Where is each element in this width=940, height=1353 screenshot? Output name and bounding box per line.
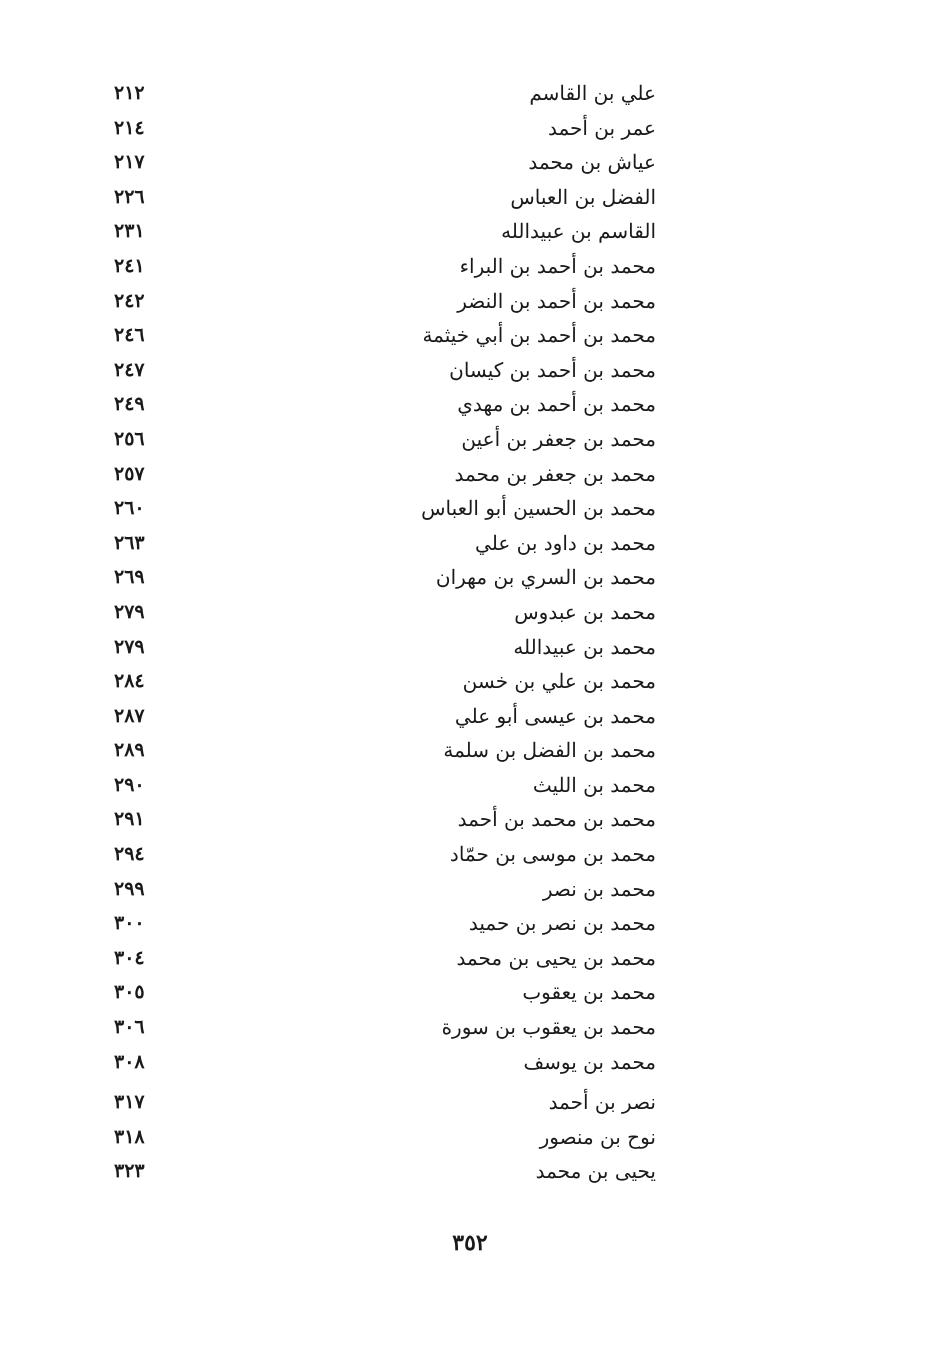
entry-page-number: ٢١٢ — [114, 82, 145, 104]
index-entry — [100, 664, 660, 699]
entry-page-number: ٣١٧ — [114, 1091, 145, 1114]
index-entry — [100, 1154, 660, 1189]
entry-name: محمد بن أحمد بن أبي خيثمة — [422, 323, 656, 348]
index-entry — [100, 560, 660, 595]
entry-name: محمد بن علي بن خسن — [462, 669, 656, 694]
index-entry — [100, 1045, 660, 1080]
entry-name: نصر بن أحمد — [548, 1090, 656, 1115]
index-entry — [100, 1010, 660, 1045]
index-entry — [100, 1120, 660, 1155]
entry-page-number: ٢٨٧ — [114, 704, 145, 727]
index-entry — [100, 1085, 660, 1120]
entry-page-number: ٣١٨ — [114, 1125, 145, 1148]
index-entry — [100, 145, 660, 180]
entry-name: يحيى بن محمد — [535, 1159, 656, 1184]
index-entry — [100, 768, 660, 803]
entry-page-number: ٢٩٠ — [114, 773, 145, 796]
entry-name: محمد بن يحيى بن محمد — [456, 945, 656, 970]
index-entry — [100, 180, 660, 215]
index-entry — [100, 457, 660, 492]
entry-page-number: ٢٤٦ — [114, 324, 145, 347]
entry-page-number: ٣٢٣ — [114, 1160, 145, 1183]
entry-page-number: ٢٧٩ — [114, 635, 145, 658]
index-entry — [100, 941, 660, 976]
entry-name: محمد بن أحمد بن مهدي — [457, 392, 656, 417]
entry-name: محمد بن عبدوس — [514, 599, 656, 624]
entry-name: محمد بن جعفر بن محمد — [454, 461, 656, 486]
index-entry — [100, 249, 660, 284]
entry-name: الفضل بن العباس — [510, 184, 656, 209]
entry-page-number: ٢١٧ — [114, 151, 145, 174]
entry-page-number: ٢٨٤ — [114, 670, 145, 693]
entry-name: محمد بن عبيدالله — [513, 634, 656, 659]
entry-name: محمد بن السري بن مهران — [435, 565, 656, 590]
entry-name: محمد بن الليث — [532, 772, 656, 797]
index-entry — [100, 387, 660, 422]
entry-page-number: ٢٤١ — [114, 254, 145, 277]
index-entry — [100, 872, 660, 907]
entry-page-number: ٢٣١ — [114, 220, 145, 243]
entry-page-number: ٢٩٩ — [114, 877, 145, 900]
entry-name: محمد بن يوسف — [523, 1049, 656, 1074]
entry-name: القاسم بن عبيدالله — [501, 219, 656, 244]
index-entry — [100, 76, 660, 111]
entry-name: محمد بن الحسين أبو العباس — [421, 496, 656, 521]
index-entry — [100, 353, 660, 388]
entry-name: نوح بن منصور — [539, 1124, 656, 1149]
entry-name: محمد بن أحمد بن كيسان — [449, 357, 656, 382]
entry-page-number: ٢٩١ — [114, 808, 145, 831]
entry-page-number: ٢٨٩ — [114, 739, 145, 762]
entry-page-number: ٢١٤ — [114, 116, 145, 139]
entry-name: محمد بن يعقوب بن سورة — [441, 1015, 656, 1040]
entry-name: محمد بن جعفر بن أعين — [461, 426, 656, 451]
index-entry — [100, 526, 660, 561]
entry-page-number: ٢٦٠ — [114, 497, 145, 520]
entry-name: محمد بن نصر — [542, 876, 656, 901]
index-entry — [100, 491, 660, 526]
entry-page-number: ٣٠٤ — [114, 946, 145, 969]
entry-name: محمد بن يعقوب — [522, 980, 656, 1005]
entry-page-number: ٢٦٣ — [114, 531, 145, 554]
entry-page-number: ٣٠٦ — [114, 1016, 145, 1039]
entry-name: محمد بن أحمد بن البراء — [459, 253, 656, 278]
entry-name: محمد بن داود بن علي — [475, 530, 656, 555]
index-entry — [100, 906, 660, 941]
entry-page-number: ٢٦٩ — [114, 566, 145, 589]
index-entry — [100, 595, 660, 630]
entry-page-number: ٣٠٠ — [114, 912, 145, 935]
entry-name: محمد بن نصر بن حميد — [468, 911, 656, 936]
entry-page-number: ٢٥٦ — [114, 427, 145, 450]
entry-name: عياش بن محمد — [528, 150, 656, 175]
page-number: ٣٥٢ — [452, 1230, 488, 1256]
index-entry — [100, 284, 660, 319]
entry-name: محمد بن الفضل بن سلمة — [443, 738, 656, 763]
entry-name: محمد بن أحمد بن النضر — [457, 288, 656, 313]
entry-page-number: ٢٤٢ — [114, 289, 145, 312]
entry-name: عمر بن أحمد — [547, 115, 656, 140]
entry-name: محمد بن عيسى أبو علي — [454, 703, 656, 728]
entry-name: محمد بن موسى بن حمّاد — [449, 842, 656, 867]
index-list — [100, 76, 660, 1189]
entry-page-number: ٢٢٦ — [114, 185, 145, 208]
index-entry — [100, 837, 660, 872]
entry-name: علي بن القاسم — [529, 81, 656, 105]
entry-name: محمد بن محمد بن أحمد — [457, 807, 656, 832]
index-entry — [100, 422, 660, 457]
entry-page-number: ٢٤٩ — [114, 393, 145, 416]
entry-page-number: ٢٥٧ — [114, 462, 145, 485]
entry-page-number: ٣٠٨ — [114, 1050, 145, 1073]
index-entry — [100, 802, 660, 837]
entry-page-number: ٢٧٩ — [114, 600, 145, 623]
entry-page-number: ٢٤٧ — [114, 358, 145, 381]
index-entry — [100, 214, 660, 249]
index-entry — [100, 733, 660, 768]
index-entry — [100, 630, 660, 665]
entry-page-number: ٢٩٤ — [114, 843, 145, 866]
index-entry — [100, 699, 660, 734]
index-entry — [100, 318, 660, 353]
entry-page-number: ٣٠٥ — [114, 981, 145, 1004]
index-entry — [100, 975, 660, 1010]
index-entry — [100, 111, 660, 146]
